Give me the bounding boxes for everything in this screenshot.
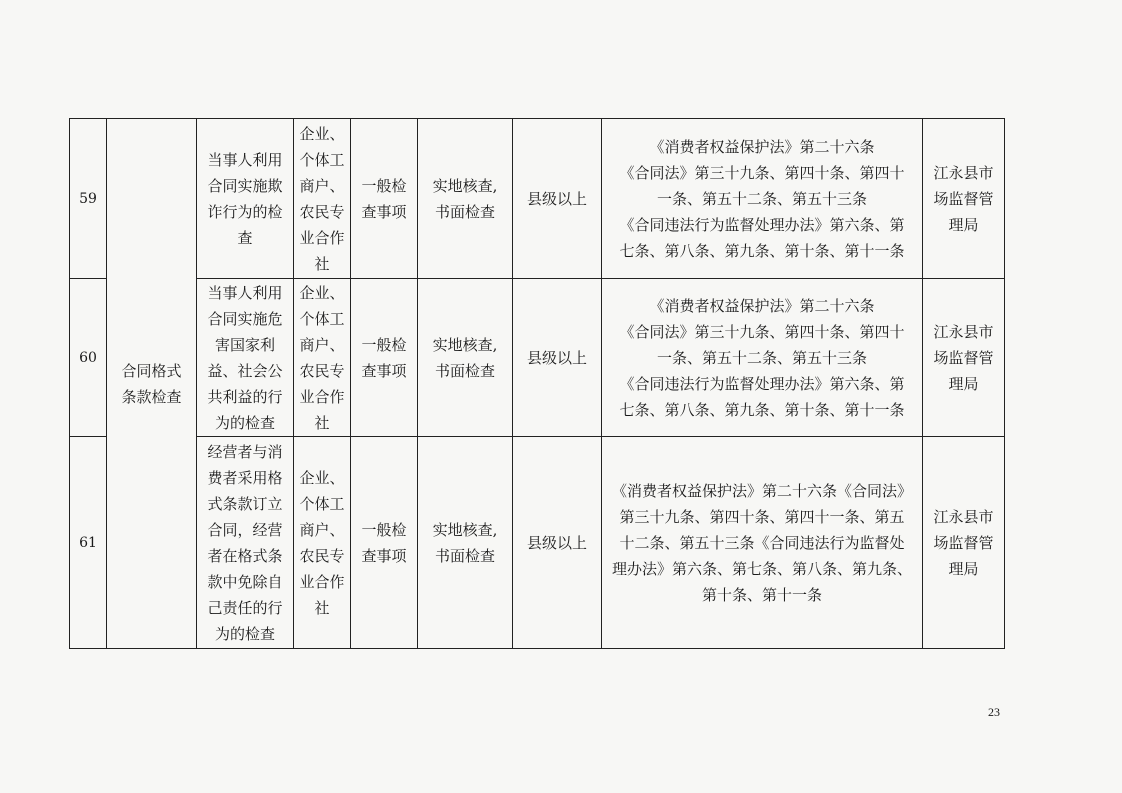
subjects-line: 农民专 bbox=[299, 546, 345, 565]
agency-line: 江永县市 bbox=[933, 163, 994, 182]
method-line: 实地核查, bbox=[432, 520, 498, 539]
basis-line: 十二条、第五十三条《合同违法行为监督处 bbox=[619, 533, 905, 552]
item-line: 合同实施欺 bbox=[207, 176, 283, 195]
item-line: 者在格式条 bbox=[207, 546, 283, 565]
method-cell bbox=[418, 279, 513, 437]
item-line: 益、社会公 bbox=[207, 361, 283, 380]
method-line: 书面检查 bbox=[434, 546, 495, 565]
subjects-cell bbox=[294, 437, 351, 649]
agency-line: 场监督管 bbox=[933, 189, 994, 208]
agency-line: 场监督管 bbox=[933, 348, 994, 367]
method-line: 书面检查 bbox=[434, 202, 495, 221]
table-row bbox=[70, 119, 1005, 279]
subjects-line: 业合作 bbox=[299, 228, 345, 247]
table-row bbox=[70, 279, 1005, 437]
item-line: 共利益的行 bbox=[207, 387, 283, 406]
subjects-line: 个体工 bbox=[299, 494, 345, 513]
subjects-line: 个体工 bbox=[299, 309, 345, 328]
subjects-line: 个体工 bbox=[299, 150, 345, 169]
method-cell bbox=[418, 119, 513, 279]
item-cell bbox=[197, 119, 294, 279]
subjects-cell bbox=[294, 119, 351, 279]
subjects-line: 企业、 bbox=[299, 283, 345, 302]
subjects-line: 业合作 bbox=[299, 387, 345, 406]
item-line: 为的检查 bbox=[214, 624, 275, 643]
item-line: 经营者与消 bbox=[207, 442, 283, 461]
item-line: 查 bbox=[237, 228, 253, 247]
row-number: 60 bbox=[70, 279, 107, 437]
item-line: 当事人利用 bbox=[207, 150, 283, 169]
item-cell bbox=[197, 279, 294, 437]
agency-line: 江永县市 bbox=[933, 322, 994, 341]
subjects-line: 商户、 bbox=[299, 520, 345, 539]
level-cell: 县级以上 bbox=[513, 279, 602, 437]
agency-line: 理局 bbox=[948, 215, 979, 234]
item-line: 害国家利 bbox=[214, 335, 275, 354]
item-line: 合同实施危 bbox=[207, 309, 283, 328]
item-line: 为的检查 bbox=[214, 413, 275, 432]
group-line: 条款检查 bbox=[121, 387, 182, 406]
item-cell bbox=[197, 437, 294, 649]
basis-line: 《消费者权益保护法》第二十六条 bbox=[649, 137, 875, 156]
item-line: 合同，经营 bbox=[207, 520, 283, 539]
basis-line: 七条、第八条、第九条、第十条、第十一条 bbox=[619, 241, 905, 260]
subjects-line: 社 bbox=[314, 598, 330, 617]
basis-line: 七条、第八条、第九条、第十条、第十一条 bbox=[619, 400, 905, 419]
group-line: 合同格式 bbox=[121, 361, 182, 380]
category-line: 查事项 bbox=[361, 361, 407, 380]
inspection-table bbox=[69, 118, 1005, 649]
row-number: 59 bbox=[70, 119, 107, 279]
category-line: 一般检 bbox=[361, 176, 407, 195]
subjects-line: 业合作 bbox=[299, 572, 345, 591]
subjects-line: 商户、 bbox=[299, 176, 345, 195]
method-line: 实地核查, bbox=[432, 335, 498, 354]
page-number: 23 bbox=[988, 705, 1000, 719]
subjects-line: 社 bbox=[314, 413, 330, 432]
item-line: 式条款订立 bbox=[207, 494, 283, 513]
category-line: 查事项 bbox=[361, 546, 407, 565]
subjects-cell bbox=[294, 279, 351, 437]
basis-cell bbox=[602, 437, 923, 649]
agency-line: 江永县市 bbox=[933, 507, 994, 526]
level-cell: 县级以上 bbox=[513, 119, 602, 279]
item-line: 款中免除自 bbox=[207, 572, 283, 591]
basis-line: 《合同法》第三十九条、第四十条、第四十 bbox=[619, 163, 905, 182]
basis-line: 《合同违法行为监督处理办法》第六条、第 bbox=[619, 374, 905, 393]
category-cell bbox=[351, 119, 418, 279]
method-line: 实地核查, bbox=[432, 176, 498, 195]
table-row bbox=[70, 437, 1005, 649]
category-line: 查事项 bbox=[361, 202, 407, 221]
agency-cell bbox=[923, 437, 1005, 649]
basis-cell bbox=[602, 279, 923, 437]
basis-line: 《合同法》第三十九条、第四十条、第四十 bbox=[619, 322, 905, 341]
agency-line: 理局 bbox=[948, 374, 979, 393]
agency-line: 场监督管 bbox=[933, 533, 994, 552]
basis-line: 《合同违法行为监督处理办法》第六条、第 bbox=[619, 215, 905, 234]
level-cell: 县级以上 bbox=[513, 437, 602, 649]
subjects-line: 农民专 bbox=[299, 202, 345, 221]
item-line: 当事人利用 bbox=[207, 283, 283, 302]
basis-line: 《消费者权益保护法》第二十六条 bbox=[649, 296, 875, 315]
row-number: 61 bbox=[70, 437, 107, 649]
agency-cell bbox=[923, 279, 1005, 437]
group-cell bbox=[107, 119, 197, 649]
category-line: 一般检 bbox=[361, 335, 407, 354]
basis-line: 第十条、第十一条 bbox=[701, 585, 822, 604]
basis-line: 一条、第五十二条、第五十三条 bbox=[656, 189, 867, 208]
method-cell bbox=[418, 437, 513, 649]
subjects-line: 企业、 bbox=[299, 468, 345, 487]
subjects-line: 企业、 bbox=[299, 124, 345, 143]
basis-line: 一条、第五十二条、第五十三条 bbox=[656, 348, 867, 367]
agency-cell bbox=[923, 119, 1005, 279]
item-line: 诈行为的检 bbox=[207, 202, 283, 221]
category-cell bbox=[351, 437, 418, 649]
basis-line: 《消费者权益保护法》第二十六条《合同法》 bbox=[611, 481, 912, 500]
basis-cell bbox=[602, 119, 923, 279]
agency-line: 理局 bbox=[948, 559, 979, 578]
subjects-line: 社 bbox=[314, 254, 330, 273]
method-line: 书面检查 bbox=[434, 361, 495, 380]
category-cell bbox=[351, 279, 418, 437]
item-line: 己责任的行 bbox=[207, 598, 283, 617]
item-line: 费者采用格 bbox=[207, 468, 283, 487]
basis-line: 理办法》第六条、第七条、第八条、第九条、 bbox=[611, 559, 912, 578]
category-line: 一般检 bbox=[361, 520, 407, 539]
subjects-line: 农民专 bbox=[299, 361, 345, 380]
basis-line: 第三十九条、第四十条、第四十一条、第五 bbox=[619, 507, 905, 526]
subjects-line: 商户、 bbox=[299, 335, 345, 354]
